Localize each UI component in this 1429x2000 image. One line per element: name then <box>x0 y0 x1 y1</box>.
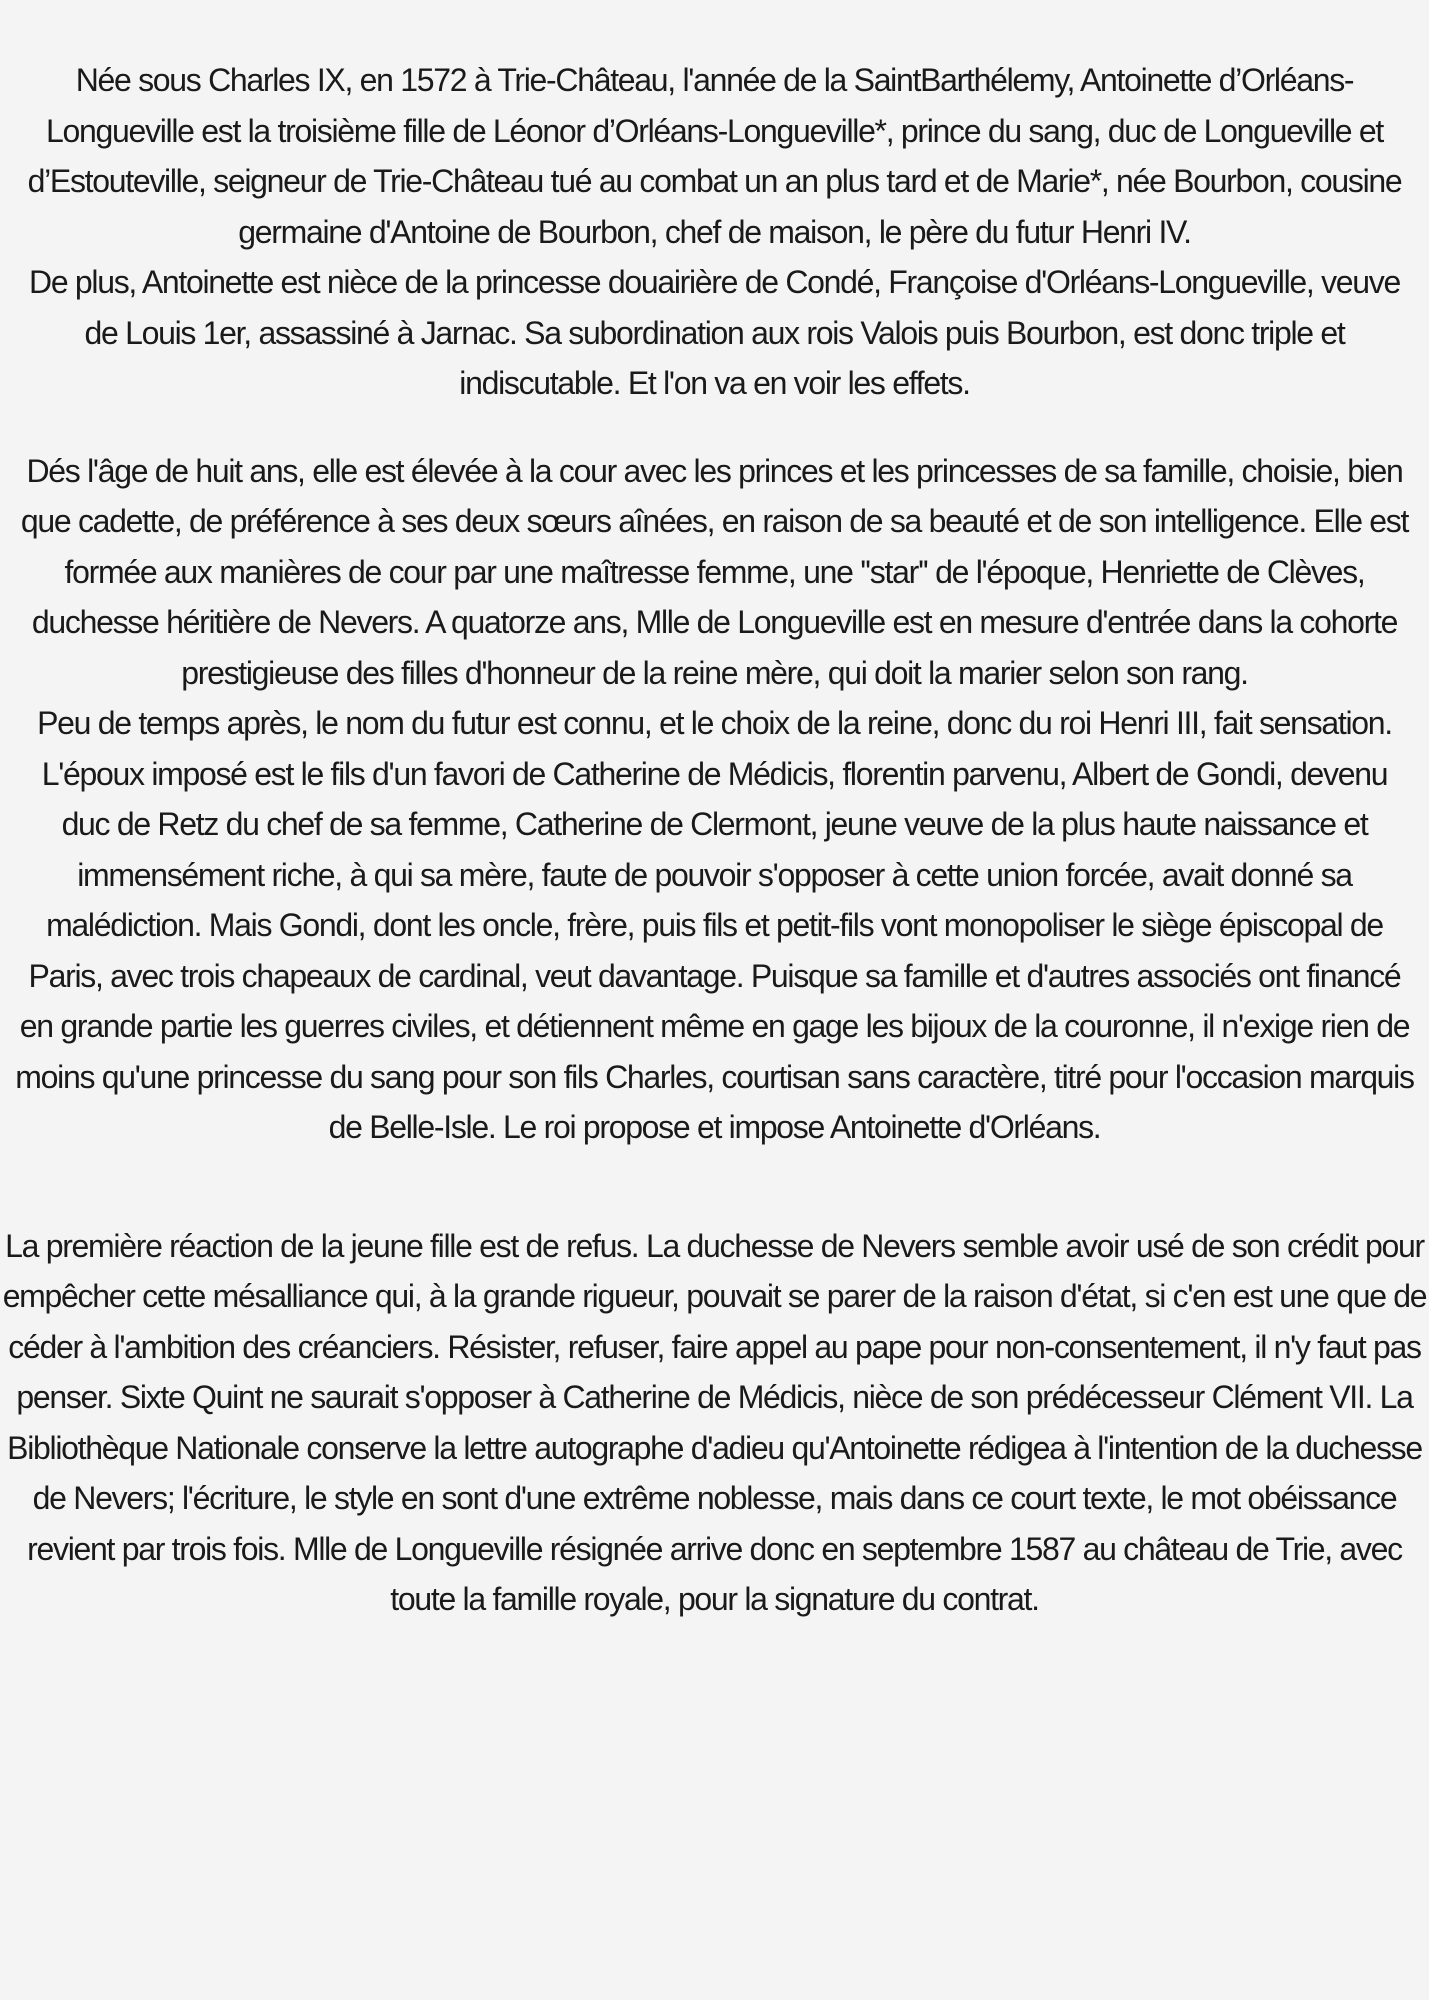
paragraph-reaction: La première réaction de la jeune fille est de refus. La duchesse de Nevers semble avoir usé de son crédit pour empêcher cette mésalliance qui, à la grande rigueur, pouvait se parer de la raison d'état, si c'en est une que de céder à l'ambition des créanciers. Résister, refuser, faire appel au pape pour non-consentement, il n'y faut pas penser. Sixte Quint ne saurait s'opposer à Catherine de Médicis, nièce de son prédécesseur Clément VII. La Bibliothèque Nationale conserve la lettre autographe d'adieu qu'Antoinette rédigea à l'intention de la duchesse de Nevers; l'écriture, le style en sont d'une extrême noblesse, mais dans ce court texte, le mot obéissance revient par trois fois. Mlle de Longueville résignée arrive donc en septembre 1587 au château de Trie, avec toute la famille royale, pour la signature du contrat. <box>2 1227 1427 1617</box>
document-body <box>0 55 1429 1625</box>
paragraph-education: Dés l'âge de huit ans, elle est élevée à la cour avec les princes et les princesses de sa famille, choisie, bien que cadette, de préférence à ses deux sœurs aînées, en raison de sa beauté et de son intelligence. Elle est formée aux manières de cour par une maîtresse femme, une ''star'' de l'époque, Henriette de Clèves, duchesse héritière de Nevers. A quatorze ans, Mlle de Longueville est en mesure d'entrée dans la cohorte prestigieuse des filles d'honneur de la reine mère, qui doit la marier selon son rang. <box>20 452 1409 691</box>
paragraph-marriage-choice: Peu de temps après, le nom du futur est connu, et le choix de la reine, donc du roi Henri III, fait sensation. L'époux imposé est le fils d'un favori de Catherine de Médicis, florentin parvenu, Albert de Gondi, devenu duc de Retz du chef de sa femme, Catherine de Clermont, jeune veuve de la plus haute naissance et immensément riche, à qui sa mère, faute de pouvoir s'opposer à cette union forcée, avait donné sa malédiction. Mais Gondi, dont les oncle, frère, puis fils et petit-fils vont monopoliser le siège épiscopal de Paris, avec trois chapeaux de cardinal, veut davantage. Puisque sa famille et d'autres associés ont financé en grande partie les guerres civiles, et détiennent même en gage les bijoux de la couronne, il n'exige rien de moins qu'une princesse du sang pour son fils Charles, courtisan sans caractère, titré pour l'occasion marquis de Belle-Isle. Le roi propose et impose Antoinette d'Orléans. <box>15 705 1414 1145</box>
paragraph-birth: Née sous Charles IX, en 1572 à Trie-Château, l'année de la SaintBarthélemy, Antoinette d’Orléans-Longueville est la troisième fille de Léonor d’Orléans-Longueville*, prince du sang, duc de Longueville et d’Estouteville, seigneur de Trie-Château tué au combat un an plus tard et de Marie*, née Bourbon, cousine germaine d'Antoine de Bourbon, chef de maison, le père du futur Henri IV. <box>27 62 1402 250</box>
paragraph-conde: De plus, Antoinette est nièce de la princesse douairière de Condé, Françoise d'Orléans-Longueville, veuve de Louis 1er, assassiné à Jarnac. Sa subordination aux rois Valois puis Bourbon, est donc triple et indiscutable. Et l'on va en voir les effets. <box>29 264 1400 401</box>
